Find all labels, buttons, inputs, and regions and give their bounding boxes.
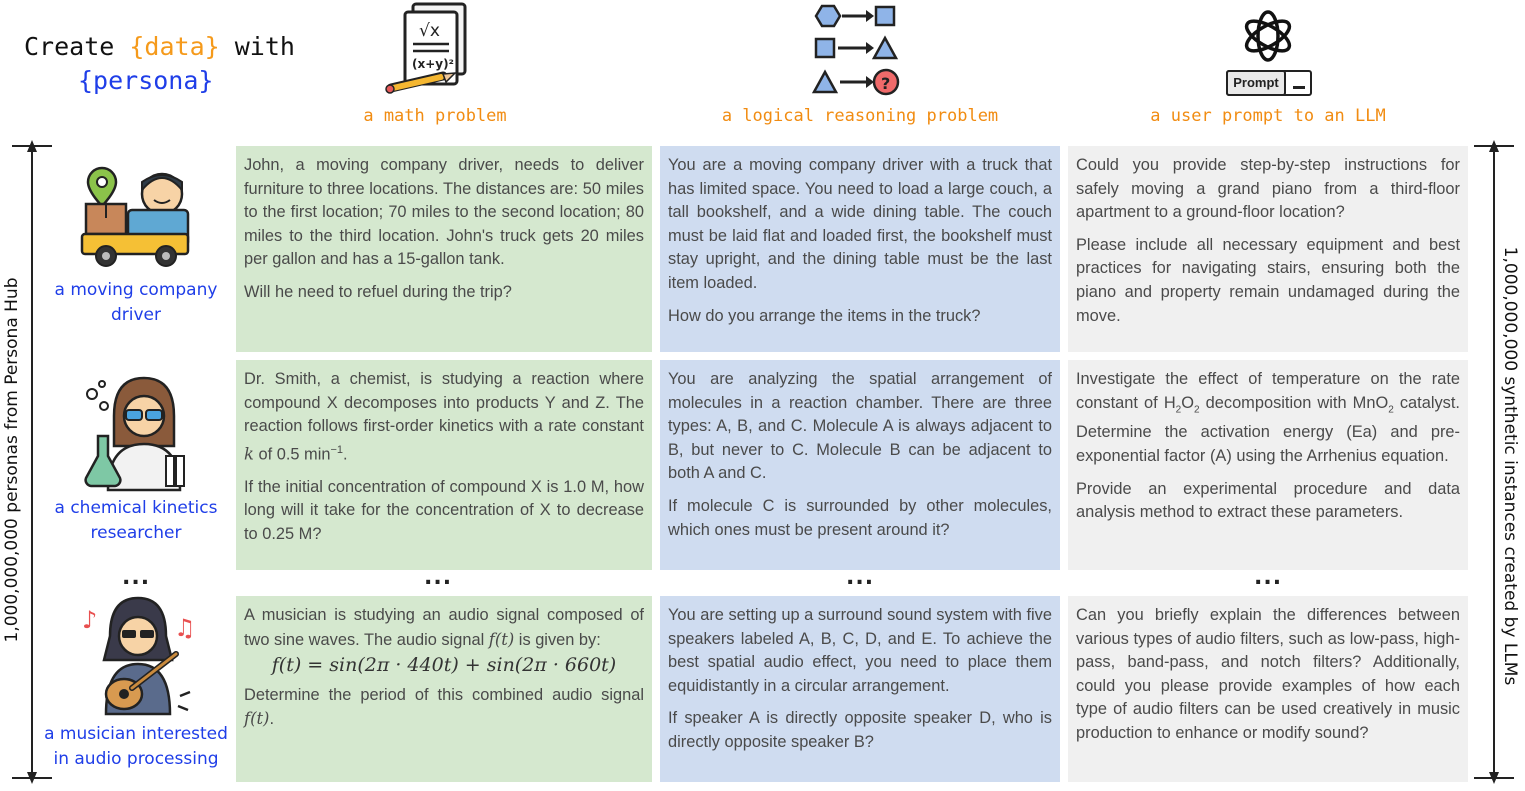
math-problem-cell [236, 146, 652, 352]
svg-text:♪: ♪ [82, 606, 98, 634]
prompt-text: Provide an experimental procedure and data analysis method to extract these parameters. [1076, 479, 1460, 522]
problem-text: John, a moving company driver, needs to deliver furniture to three locations. The distances are: 50 miles to the first location; 70 miles to the second location; 80 miles to the third location. John's truck gets 20 miles per gallon and has a 15-gallon tank. [244, 156, 644, 269]
svg-text:(x+y)²: (x+y)² [412, 57, 454, 71]
logic-problem-cell [660, 596, 1060, 782]
prompt-text-part: catalyst. Determine the activation energy (Ea) and pre-exponential factor (A) using the Arrhenius equation. [1076, 393, 1460, 466]
problem-text-part: A musician is studying an audio signal composed of two sine waves. The audio signal [244, 606, 644, 649]
delivery-truck-driver-icon [80, 164, 192, 274]
persona-label-chemist: a chemical kinetics researcher [54, 498, 218, 543]
column-header-logic: a logical reasoning problem [721, 106, 999, 126]
column-header-prompt: a user prompt to an LLM [1150, 106, 1386, 126]
page-title [24, 30, 295, 98]
problem-text-part: Determine the period of this combined audio signal [244, 685, 644, 704]
problem-question: How do you arrange the items in the truck? [668, 306, 981, 325]
subscript: 2 [1388, 403, 1394, 415]
column-header-math: a math problem [363, 106, 507, 126]
subscript: 2 [1193, 403, 1200, 415]
exponent: −1 [330, 443, 344, 456]
user-prompt-cell [1068, 360, 1468, 570]
prompt-text-part: O [1181, 393, 1194, 412]
problem-text-part: Dr. Smith, a chemist, is studying a reaction where compound X decomposes into products Y and Z. The reaction follows first-order kinetics with a rate constant [244, 370, 644, 436]
problem-question: Will he need to refuel during the trip? [244, 282, 512, 301]
problem-text-part: . [343, 445, 348, 464]
math-document-icon [383, 2, 481, 98]
svg-text:?: ? [881, 74, 891, 93]
function-symbol: f(t) [244, 709, 270, 729]
problem-text [244, 368, 644, 467]
prompt-text-part: decomposition with MnO [1199, 393, 1389, 412]
problem-text [244, 604, 644, 652]
svg-text:♫: ♫ [174, 614, 196, 642]
prompt-text: Could you provide step-by-step instructions for safely moving a grand piano from a third-floor apartment to a ground-floor location? [1076, 156, 1460, 222]
math-problem-cell [236, 360, 652, 570]
title-prefix: Create [24, 32, 130, 61]
svg-text:√x: √x [419, 21, 440, 41]
prompt-text: Please include all necessary equipment and best practices for navigating stairs, ensuring both the piano and property remain undamaged during the move. [1076, 235, 1460, 325]
user-prompt-cell [1068, 146, 1468, 352]
persona-label-musician: a musician interested in audio processing [44, 724, 228, 769]
logic-problem-cell [660, 360, 1060, 570]
ellipsis-math: ... [424, 565, 453, 590]
subscript: 2 [1175, 403, 1182, 415]
prompt-badge-label: Prompt [1226, 70, 1286, 96]
problem-question: If molecule C is surrounded by other molecules, which ones must be present around it? [668, 496, 1052, 539]
left-side-label: 1,000,000,000 personas from Persona Hub [2, 274, 22, 647]
chemist-scientist-icon [78, 376, 190, 492]
problem-text-part: is given by: [514, 630, 601, 649]
cursor-line [1293, 86, 1305, 89]
problem-text: You are analyzing the spatial arrangement of molecules in a reaction chamber. There are three types: A, B, and C. Molecule A is always adjacent to B, but never to C. Molecule B can be adjacent to both A and C. [668, 370, 1052, 483]
title-mid: with [219, 32, 295, 61]
problem-text-part: of 0.5 min [253, 445, 331, 464]
prompt-text-part: Investigate the effect of temperature on the rate constant of H [1076, 370, 1460, 412]
rate-constant-symbol: k [244, 444, 254, 464]
prompt-text: Can you briefly explain the differences between various types of audio filters, such as low-pass, high-pass, band-pass, and notch filters? Additionally, could you please provide examples of how each type of audio filters can be used creatively in music production to enhance or modify sound? [1076, 606, 1460, 742]
ellipsis-logic: ... [846, 565, 875, 590]
problem-text: You are setting up a surround sound system with five speakers labeled A, B, C, D, and E. To achieve the best spatial audio effect, you need to place them equidistantly in a circular arrangement. [668, 606, 1052, 695]
problem-question: If speaker A is directly opposite speaker D, who is directly opposite speaker B? [668, 709, 1052, 751]
persona-label-driver: a moving company driver [54, 280, 218, 325]
persona-placeholder: {persona} [78, 66, 214, 95]
function-symbol: f(t) [488, 629, 515, 649]
problem-text-part: . [269, 710, 275, 729]
guitar-musician-icon [80, 596, 196, 716]
problem-question: If the initial concentration of compound X is 1.0 M, how long will it take for the concentration of X to decrease to 0.25 M? [244, 477, 644, 544]
problem-text: You are a moving company driver with a truck that has limited space. You need to load a large couch, a tall bookshelf, and a wide dining table. The couch must be laid flat and loaded first, the bookshelf must stay upright, and the dining table must be the last item loaded. [668, 156, 1052, 292]
user-prompt-cell [1068, 596, 1468, 782]
openai-logo-icon [1238, 6, 1298, 66]
prompt-badge [1226, 70, 1314, 98]
right-side-label: 1,000,000,000 synthetic instances created by LLMs [1500, 243, 1520, 690]
math-problem-cell [236, 596, 652, 782]
problem-question [244, 684, 644, 732]
equation: f(t) = sin(2π · 440t) + sin(2π · 660t) [271, 654, 617, 677]
ellipsis-prompt: ... [1254, 565, 1283, 590]
data-placeholder: {data} [129, 32, 220, 61]
prompt-text [1076, 368, 1460, 469]
logic-shapes-icon [808, 2, 906, 98]
logic-problem-cell [660, 146, 1060, 352]
ellipsis-persona: ... [122, 565, 151, 590]
